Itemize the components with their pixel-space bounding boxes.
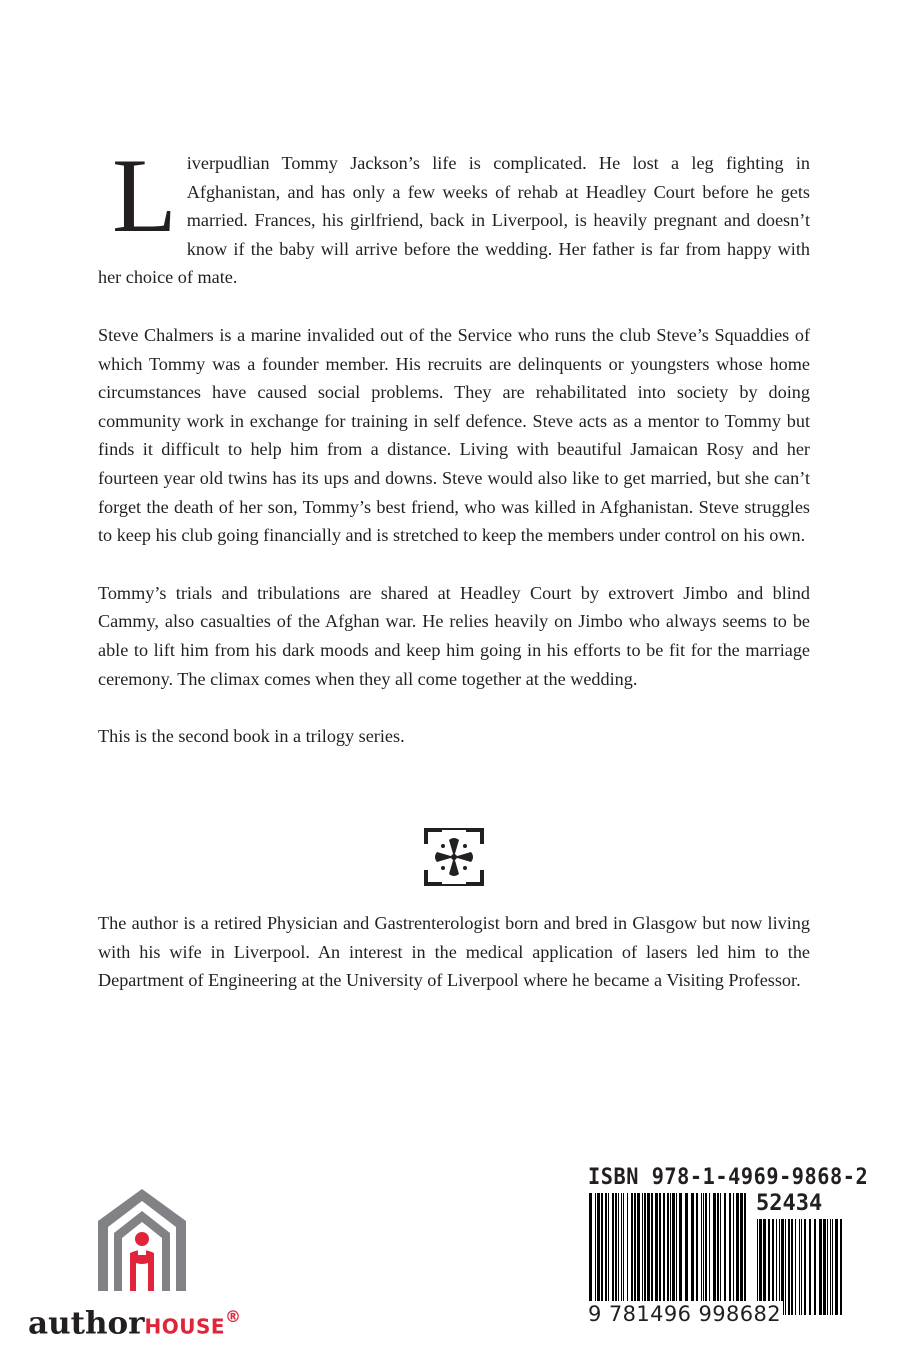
barcode-bar [799,1219,800,1315]
blurb-paragraph-2: Steve Chalmers is a marine invalided out of the Service who runs the club Steve’s Squaddies of which Tommy was a founder member. His recruits are delinquents or youngsters whose home circumstances have caused social problems. They are rehabilitated into society by doing community work in exchange for training in self defence. Steve acts as a mentor to Tommy but finds it difficult to help him from a distance. Living with beautiful Jamaican Rosy and her fourteen year old twins has its ups and downs. Steve would also like to get married, but she can’t forget the death of her son, Tommy’s best friend, who was killed in Afghanistan. Steve struggles to keep his club going financially and is stretched to keep the members under control on his own. [98,324,810,546]
barcode-bar [696,1193,698,1311]
barcode-bar [676,1193,677,1311]
drop-cap: L [112,137,177,254]
barcode-bar [701,1193,702,1311]
barcode-bar [655,1193,658,1311]
barcode-bar [608,1193,609,1311]
barcode-bar [788,1219,790,1315]
barcode-bar [623,1193,624,1311]
barcode-bar [791,1219,793,1315]
barcode-bar [667,1193,669,1311]
barcode-bar [672,1193,675,1311]
blurb [98,137,810,751]
barcode-bar [720,1193,721,1311]
barcode-bar [647,1193,650,1311]
barcode-bar [691,1193,694,1311]
barcode-bar [685,1193,688,1311]
barcode-bar [703,1193,704,1311]
cross-ornament-icon [422,826,486,888]
barcode-bar [830,1219,831,1315]
blurb-paragraph-1 [98,137,810,292]
barcode-bar [634,1193,636,1311]
barcode-bar [736,1193,739,1311]
barcode-bar [809,1219,811,1315]
barcode-bar [785,1219,786,1315]
barcode-bar [618,1193,619,1311]
barcode-bar [832,1219,833,1315]
barcode-bar [713,1193,716,1311]
barcode-main-bars [588,1193,748,1311]
blurb-paragraph-3: Tommy’s trials and tribulations are shared at Headley Court by extrovert Jimbo and blind Cammy, also casualties of the Afghan war. He relies heavily on Jimbo who always seems to be able to lift him from his dark moods and keep him going in his efforts to be fit for the marriage ceremony. The climax comes when they all come together at the wedding. [98,582,810,689]
barcode-bar [823,1219,826,1315]
barcode-bar [827,1219,828,1315]
barcode-bar [717,1193,719,1311]
authorhouse-logo-icon [92,1183,192,1293]
barcode-bar [663,1193,665,1311]
isbn-barcode [588,1165,869,1335]
barcode-bar [795,1219,796,1315]
barcode-bar [659,1193,661,1311]
barcode-bar [644,1193,646,1311]
barcode-bar [744,1193,746,1311]
barcode-bar [733,1193,734,1311]
barcode-bar [801,1219,802,1315]
blurb-paragraph-1-text: iverpudlian Tommy Jackson’s life is complicated. He lost a leg fighting in Afghanistan, and has only a few weeks of rehab at Headley Court before he gets married. Frances, his girlfriend, back in Liverpool, is heavily pregnant and doesn’t know if the baby will arrive before the wedding. Her father is far from happy with her choice of mate. [98,153,810,288]
barcode-bar [679,1193,682,1311]
barcode-bar [705,1193,707,1311]
barcode-bar [840,1219,842,1315]
barcode-bar [612,1193,614,1311]
author-bio: The author is a retired Physician and Gastrenterologist born and bred in Glasgow but now living with his wife in Liverpool. An interest in the medical application of lasers led him to the Department of Engineering at the University of Liverpool where he became a Visiting Professor. [98,913,810,991]
barcode-bar [835,1219,838,1315]
barcode-bar [621,1193,622,1311]
barcode-bar [642,1193,643,1311]
barcode-bar [601,1193,603,1311]
publisher-name [28,1299,241,1344]
barcode-bar [804,1219,806,1315]
blurb-paragraph-4: This is the second book in a trilogy series. [98,726,405,747]
barcode-bar [740,1193,743,1311]
barcode-bar [729,1193,731,1311]
barcode-bar [670,1193,671,1311]
barcode-bar [595,1193,596,1311]
barcode-bar [724,1193,726,1311]
registered-mark: ® [225,1307,242,1326]
barcode-bar [819,1219,822,1315]
price-code: 52434 [756,1191,823,1216]
publisher-logo [28,1183,258,1343]
barcode-bar [709,1193,710,1311]
isbn-label: ISBN 978-1-4969-9868-2 [588,1165,869,1190]
barcode-bar [651,1193,653,1311]
barcode-bar [597,1193,600,1311]
barcode-bar [637,1193,640,1311]
barcode-bar [631,1193,633,1311]
publisher-name-house: HOUSE [144,1314,226,1339]
publisher-name-author: author [28,1305,145,1342]
barcode-bar [814,1219,816,1315]
barcode-bar [589,1193,592,1311]
barcode-bar [615,1193,617,1311]
barcode-digits: 9 781496 998682 [588,1302,782,1326]
barcode-bar [605,1193,607,1311]
barcode-bar [627,1193,628,1311]
